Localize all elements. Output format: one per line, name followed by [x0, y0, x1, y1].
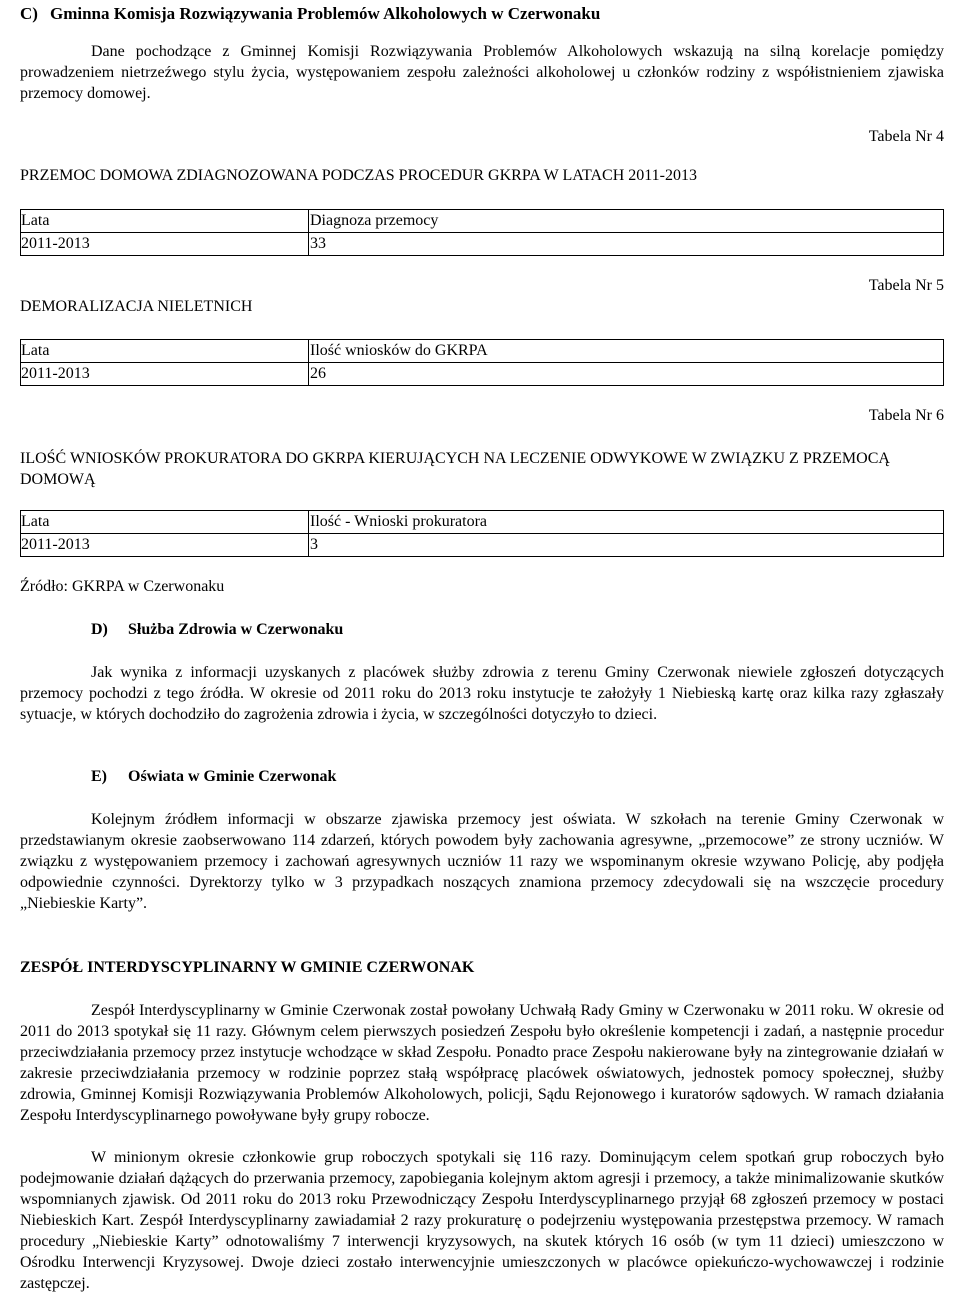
section-e-title: Oświata w Gminie Czerwonak [128, 768, 337, 785]
table4-number: Tabela Nr 4 [868, 128, 944, 145]
table5 [20, 339, 944, 386]
source-note: Źródło: GKRPA w Czerwonaku [20, 578, 225, 595]
table-header-cell: Lata [21, 210, 309, 233]
table5-caption: DEMORALIZACJA NIELETNICH [20, 298, 253, 315]
table-header-cell: Ilość wniosków do GKRPA [309, 340, 944, 363]
table-header-cell: Lata [21, 511, 309, 534]
section-d-letter: D) [91, 621, 108, 638]
table-cell: 3 [309, 534, 944, 557]
table-header-row [21, 210, 944, 233]
section-c-paragraph: Dane pochodzące z Gminnej Komisji Rozwiązywania Problemów Alkoholowych wskazują na silną korelacje pomiędzy prowadzeniem nietrzeźwego stylu życia, występowaniem zespołu zależności alkoholowej u członków rodziny z współistnieniem zjawiska przemocy domowej. [20, 43, 944, 102]
table5-number: Tabela Nr 5 [868, 277, 944, 294]
table-header-row [21, 340, 944, 363]
section-c-title: Gminna Komisja Rozwiązywania Problemów Alkoholowych w Czerwonaku [50, 4, 601, 23]
table-cell: 2011-2013 [21, 233, 309, 256]
table-row [21, 233, 944, 256]
section-e-paragraph: Kolejnym źródłem informacji w obszarze zjawiska przemocy jest oświata. W szkołach na terenie Gminy Czerwonak w przedstawianym okresie zaobserwowano 114 zdarzeń, których powodem były zachowania agresywne, „przemocowe” ze strony uczniów. W związku z występowaniem przemocy i zachowań agresywnych uczniów 11 razy we wspominanym okresie wzywano Policję, aby podjęła odpowiednie czynności. Dyrektorzy tylko w 3 przypadkach noszących znamiona przemocy zdecydowali się na wszczęcie procedury „Niebieskie Karty”. [20, 811, 944, 912]
team-paragraph-1: Zespół Interdyscyplinarny w Gminie Czerwonak został powołany Uchwałą Rady Gminy w Czerwonaku w 2011 roku. W okresie od 2011 do 2013 spotykał się 11 razy. Głównym celem pierwszych posiedzeń Zespołu było określenie kompetencji i zadań, a następnie procedur przeciwdziałania przemocy przez instytucje wchodzące w skład Zespołu. Ponadto prace Zespołu nakierowane były na zintegrowanie działań w zakresie przeciwdziałania przemocy w rodzinie poprzez stałą współpracę placówek oświatowych, jednostek pomocy społecznej, służby zdrowia, Gminnej Komisji Rozwiązywania Problemów Alkoholowych, policji, Sądu Rejonowego i kuratorów sądowych. W ramach działania Zespołu Interdyscyplinarnego powoływane były grupy robocze. [20, 1002, 944, 1124]
table-header-cell: Lata [21, 340, 309, 363]
table-header-cell: Diagnoza przemocy [309, 210, 944, 233]
team-paragraph-2: W minionym okresie członkowie grup roboczych spotykali się 116 razy. Dominującym celem spotkań grup roboczych było podejmowanie działań dążących do przerwania przemocy, zapobiegania kolejnym aktom agresji i przemocy, a także minimalizowanie skutków wspomnianych zjawisk. Od 2011 roku do 2013 roku Przewodniczący Zespołu Interdyscyplinarnego przyjął 68 zgłoszeń przemocy w postaci Niebieskich Kart. Zespół Interdyscyplinarny zawiadamiał 2 razy prokuraturę o podejrzeniu występowania przestępstwa przemocy. W ramach procedury „Niebieskie Karty” odnotowaliśmy 7 interwencji kryzysowych, na skutek których 16 osób (w tym 11 dzieci) umieszczono w Ośrodku Interwencji Kryzysowej. Dwoje dzieci zostało interwencyjnie umieszczonych w placówce opiekuńczo-wychowawczej i rodzinie zastępczej. [20, 1149, 944, 1292]
table-row [21, 363, 944, 386]
team-title: ZESPÓŁ INTERDYSCYPLINARNY W GMINIE CZERWONAK [20, 959, 475, 976]
table-cell: 33 [309, 233, 944, 256]
section-c-heading [20, 3, 600, 25]
table-cell: 26 [309, 363, 944, 386]
section-c-letter: C) [20, 4, 38, 23]
table4 [20, 209, 944, 256]
table-header-cell: Ilość - Wnioski prokuratora [309, 511, 944, 534]
table6 [20, 510, 944, 557]
section-d-title: Służba Zdrowia w Czerwonaku [128, 621, 344, 638]
table4-caption: PRZEMOC DOMOWA ZDIAGNOZOWANA PODCZAS PROCEDUR GKRPA W LATACH 2011-2013 [20, 167, 697, 184]
table6-number: Tabela Nr 6 [868, 407, 944, 424]
table6-caption: ILOŚĆ WNIOSKÓW PROKURATORA DO GKRPA KIERUJĄCYCH NA LECZENIE ODWYKOWE W ZWIĄZKU Z PRZEMOCĄ DOMOWĄ [20, 450, 890, 488]
section-e-heading [91, 767, 336, 787]
section-e-letter: E) [91, 768, 107, 785]
table-cell: 2011-2013 [21, 534, 309, 557]
section-d-heading [91, 620, 343, 640]
section-d-paragraph: Jak wynika z informacji uzyskanych z placówek służby zdrowia z terenu Gminy Czerwonak niewiele zgłoszeń dotyczących przemocy pochodzi z tego źródła. W okresie od 2011 roku do 2013 roku instytucje te założyły 1 Niebieską kartę oraz kilka razy zgłaszały sytuacje, w których dochodziło do zagrożenia zdrowia i życia, w szczególności dotyczyło to dzieci. [20, 664, 944, 723]
table-row [21, 534, 944, 557]
table-cell: 2011-2013 [21, 363, 309, 386]
table-header-row [21, 511, 944, 534]
